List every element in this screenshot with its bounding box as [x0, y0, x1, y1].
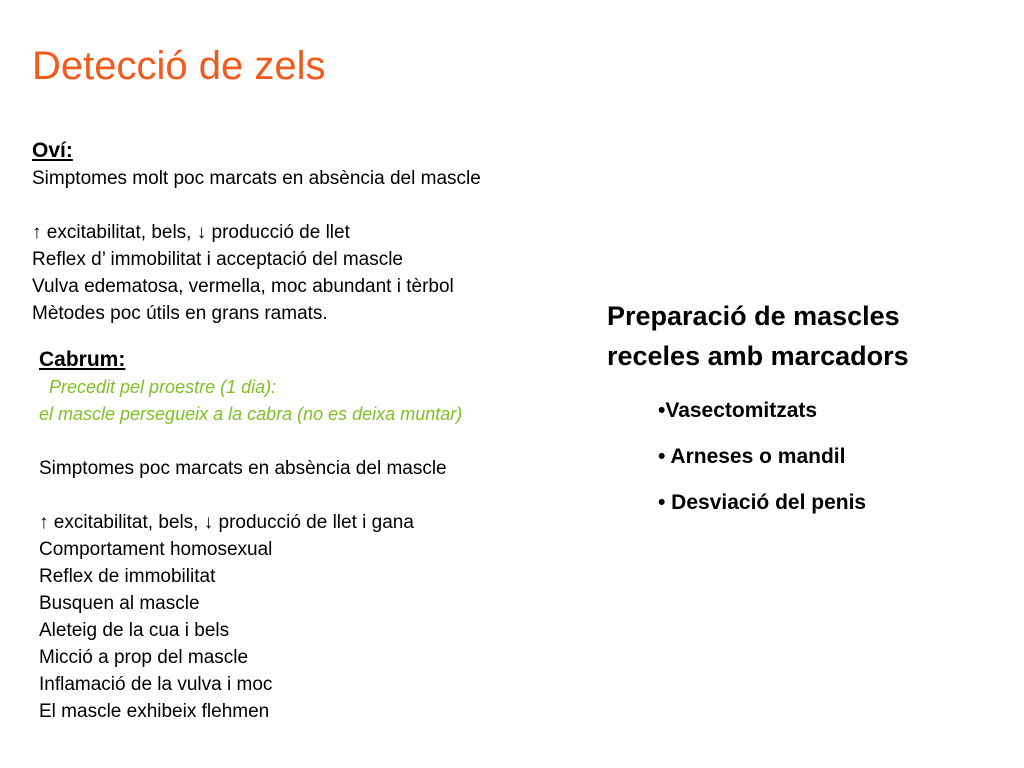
preparation-list-item: • Desviació del penis — [658, 491, 867, 514]
cabrum-line: ↑ excitabilitat, bels, ↓ producció de llet i gana — [39, 512, 414, 533]
preparation-heading — [607, 296, 909, 376]
preparation-list-item: • Arneses o mandil — [658, 445, 846, 468]
spacer — [32, 192, 481, 219]
cabrum-line: El mascle exhibeix flehmen — [39, 701, 270, 722]
ovi-line: Vulva edematosa, vermella, moc abundant i tèrbol — [32, 276, 454, 297]
spacer — [39, 428, 462, 455]
ovi-section — [32, 137, 481, 327]
cabrum-line: Aleteig de la cua i bels — [39, 620, 230, 641]
cabrum-line: Simptomes poc marcats en absència del mascle — [39, 458, 447, 479]
ovi-line: Reflex d’ immobilitat i acceptació del mascle — [32, 249, 404, 270]
ovi-line: ↑ excitabilitat, bels, ↓ producció de llet — [32, 222, 350, 243]
preparation-list-item: •Vasectomitzats — [658, 399, 818, 422]
preparation-heading-line: receles amb marcadors — [607, 341, 909, 371]
ovi-line: Simptomes molt poc marcats en absència del mascle — [32, 168, 481, 189]
preparation-list — [658, 388, 866, 526]
preparation-heading-line: Preparació de mascles — [607, 301, 900, 331]
cabrum-proestre-line: Precedit pel proestre (1 dia): — [49, 377, 277, 397]
ovi-heading: Oví: — [32, 139, 73, 162]
cabrum-line: Inflamació de la vulva i moc — [39, 674, 273, 695]
cabrum-section — [39, 346, 462, 725]
slide-title: Detecció de zels — [32, 44, 326, 88]
cabrum-line: Micció a prop del mascle — [39, 647, 249, 668]
cabrum-line: Reflex de immobilitat — [39, 566, 216, 587]
ovi-line: Mètodes poc útils en grans ramats. — [32, 303, 328, 324]
cabrum-line: Busquen al mascle — [39, 593, 200, 614]
cabrum-proestre-detail: el mascle persegueix a la cabra (no es deixa muntar) — [39, 404, 463, 424]
cabrum-heading: Cabrum: — [39, 348, 126, 371]
spacer — [39, 482, 462, 509]
cabrum-line: Comportament homosexual — [39, 539, 273, 560]
